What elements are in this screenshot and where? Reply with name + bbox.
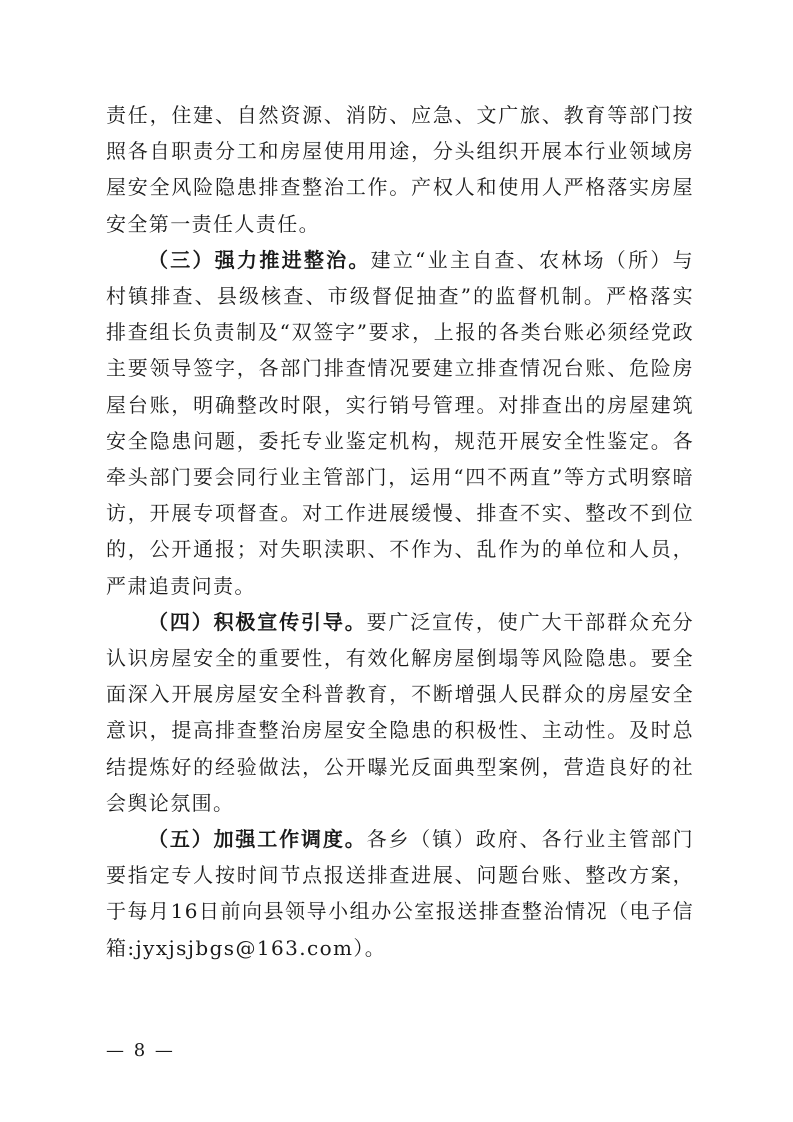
paragraph-text: 各乡（镇）政府、各行业主管部门要指定专人按时间节点报送排查进展、问题台账、整改方案，于每月16日前向县领导小组办公室报送排查整治情况（电子信箱:jyxjsjbgs@163.com）。 [106,827,695,960]
paragraph-text: 建立“业主自查、农林场（所）与村镇排查、县级核查、市级督促抽查”的监督机制。严格落实排查组长负责制及“双签字”要求，上报的各类台账必须经党政主要领导签字，各部门排查情况要建立排查情况台账、危险房屋台账，明确整改时限，实行销号管理。对排查出的房屋建筑安全隐患问题，委托专业鉴定机构，规范开展安全性鉴定。各牵头部门要会同行业主管部门，运用“四不两直”等方式明察暗访，开展专项督查。对工作进展缓慢、排查不实、整改不到位的，公开通报；对失职渎职、不作为、乱作为的单位和人员，严肃追责问责。 [106,247,694,598]
paragraph-text: 责任，住建、自然资源、消防、应急、文广旅、教育等部门按照各自职责分工和房屋使用用途，分头组织开展本行业领域房屋安全风险隐患排查整治工作。产权人和使用人严格落实房屋安全第一责任人责任。 [106,103,694,236]
section-heading: （四）积极宣传引导。 [148,609,367,634]
paragraph-section-4 [106,604,694,821]
paragraph-text: 要广泛宣传，使广大干部群众充分认识房屋安全的重要性，有效化解房屋倒塌等风险隐患。要全面深入开展房屋安全科普教育，不断增强人民群众的房屋安全意识，提高排查整治房屋安全隐患的积极性、主动性。及时总结提炼好的经验做法，公开曝光反面典型案例，营造良好的社会舆论氛围。 [106,609,695,815]
paragraph-section-3 [106,242,694,604]
section-heading: （五）加强工作调度。 [148,827,367,852]
section-heading: （三）强力推进整治。 [148,247,371,272]
paragraph-section-5 [106,821,694,966]
document-body [106,97,694,966]
paragraph-continuation [106,97,694,242]
page-number: — 8 — [106,1040,175,1061]
